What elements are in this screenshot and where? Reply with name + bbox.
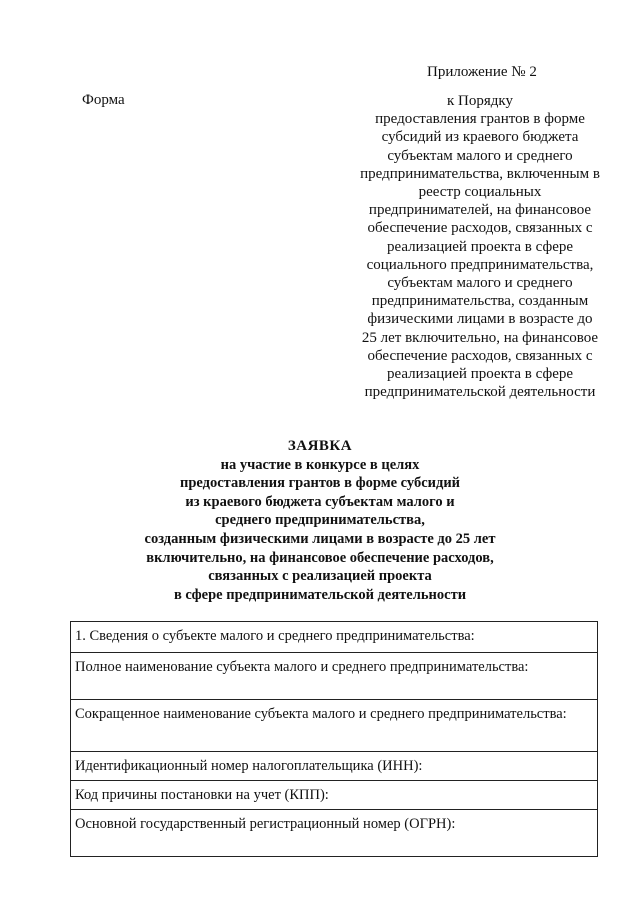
section-heading-cell: 1. Сведения о субъекте малого и среднего предпринимательства: bbox=[71, 622, 598, 653]
order-line: реализацией проекта в сфере bbox=[386, 238, 574, 255]
title-line: среднего предпринимательства, bbox=[215, 512, 425, 529]
application-title bbox=[90, 437, 550, 604]
table-row bbox=[71, 622, 598, 653]
table-row bbox=[71, 653, 598, 700]
order-line: предпринимательства, созданным bbox=[371, 293, 589, 310]
order-line: физическими лицами в возрасте до bbox=[367, 311, 593, 328]
table-row bbox=[71, 700, 598, 752]
order-reference bbox=[350, 92, 610, 401]
title-main: ЗАЯВКА bbox=[287, 438, 353, 454]
order-line: предоставления грантов в форме bbox=[375, 111, 585, 128]
order-line: социального предпринимательства, bbox=[366, 256, 594, 273]
title-line: в сфере предпринимательской деятельности bbox=[173, 586, 467, 603]
order-line: реестр социальных bbox=[418, 184, 542, 201]
title-line: включительно, на финансовое обеспечение расходов, bbox=[146, 549, 494, 566]
order-line: субсидий из краевого бюджета bbox=[381, 129, 579, 146]
order-line: субъектам малого и среднего bbox=[387, 275, 573, 292]
order-line: субъектам малого и среднего bbox=[387, 147, 573, 164]
short-name-field[interactable]: Сокращенное наименование субъекта малого и среднего предпринимательства: bbox=[71, 700, 598, 752]
ogrn-field[interactable]: Основной государственный регистрационный номер (ОГРН): bbox=[71, 810, 598, 857]
kpp-field[interactable]: Код причины постановки на учет (КПП): bbox=[71, 781, 598, 810]
order-line: обеспечение расходов, связанных с bbox=[367, 347, 593, 364]
order-line: предпринимательства, включенным в bbox=[360, 165, 600, 182]
title-line: созданным физическими лицами в возрасте до 25 лет bbox=[144, 530, 496, 547]
inn-field[interactable]: Идентификационный номер налогоплательщика (ИНН): bbox=[71, 752, 598, 781]
full-name-field[interactable]: Полное наименование субъекта малого и среднего предпринимательства: bbox=[71, 653, 598, 700]
order-line: к Порядку bbox=[447, 93, 513, 109]
order-line: обеспечение расходов, связанных с bbox=[367, 220, 593, 237]
title-line: из краевого бюджета субъектам малого и bbox=[185, 493, 455, 510]
table-row bbox=[71, 810, 598, 857]
title-line: на участие в конкурсе в целях bbox=[220, 456, 420, 473]
order-line: предпринимателей, на финансовое bbox=[368, 202, 592, 219]
order-line: 25 лет включительно, на финансовое bbox=[361, 329, 599, 346]
info-table bbox=[70, 621, 598, 857]
order-line: предпринимательской деятельности bbox=[364, 384, 596, 401]
table-row bbox=[71, 752, 598, 781]
form-label: Форма bbox=[82, 92, 125, 108]
title-line: предоставления грантов в форме субсидий bbox=[179, 475, 461, 492]
title-line: связанных с реализацией проекта bbox=[208, 568, 432, 585]
table-row bbox=[71, 781, 598, 810]
appendix-number: Приложение № 2 bbox=[427, 64, 537, 80]
order-line: реализацией проекта в сфере bbox=[386, 366, 574, 383]
